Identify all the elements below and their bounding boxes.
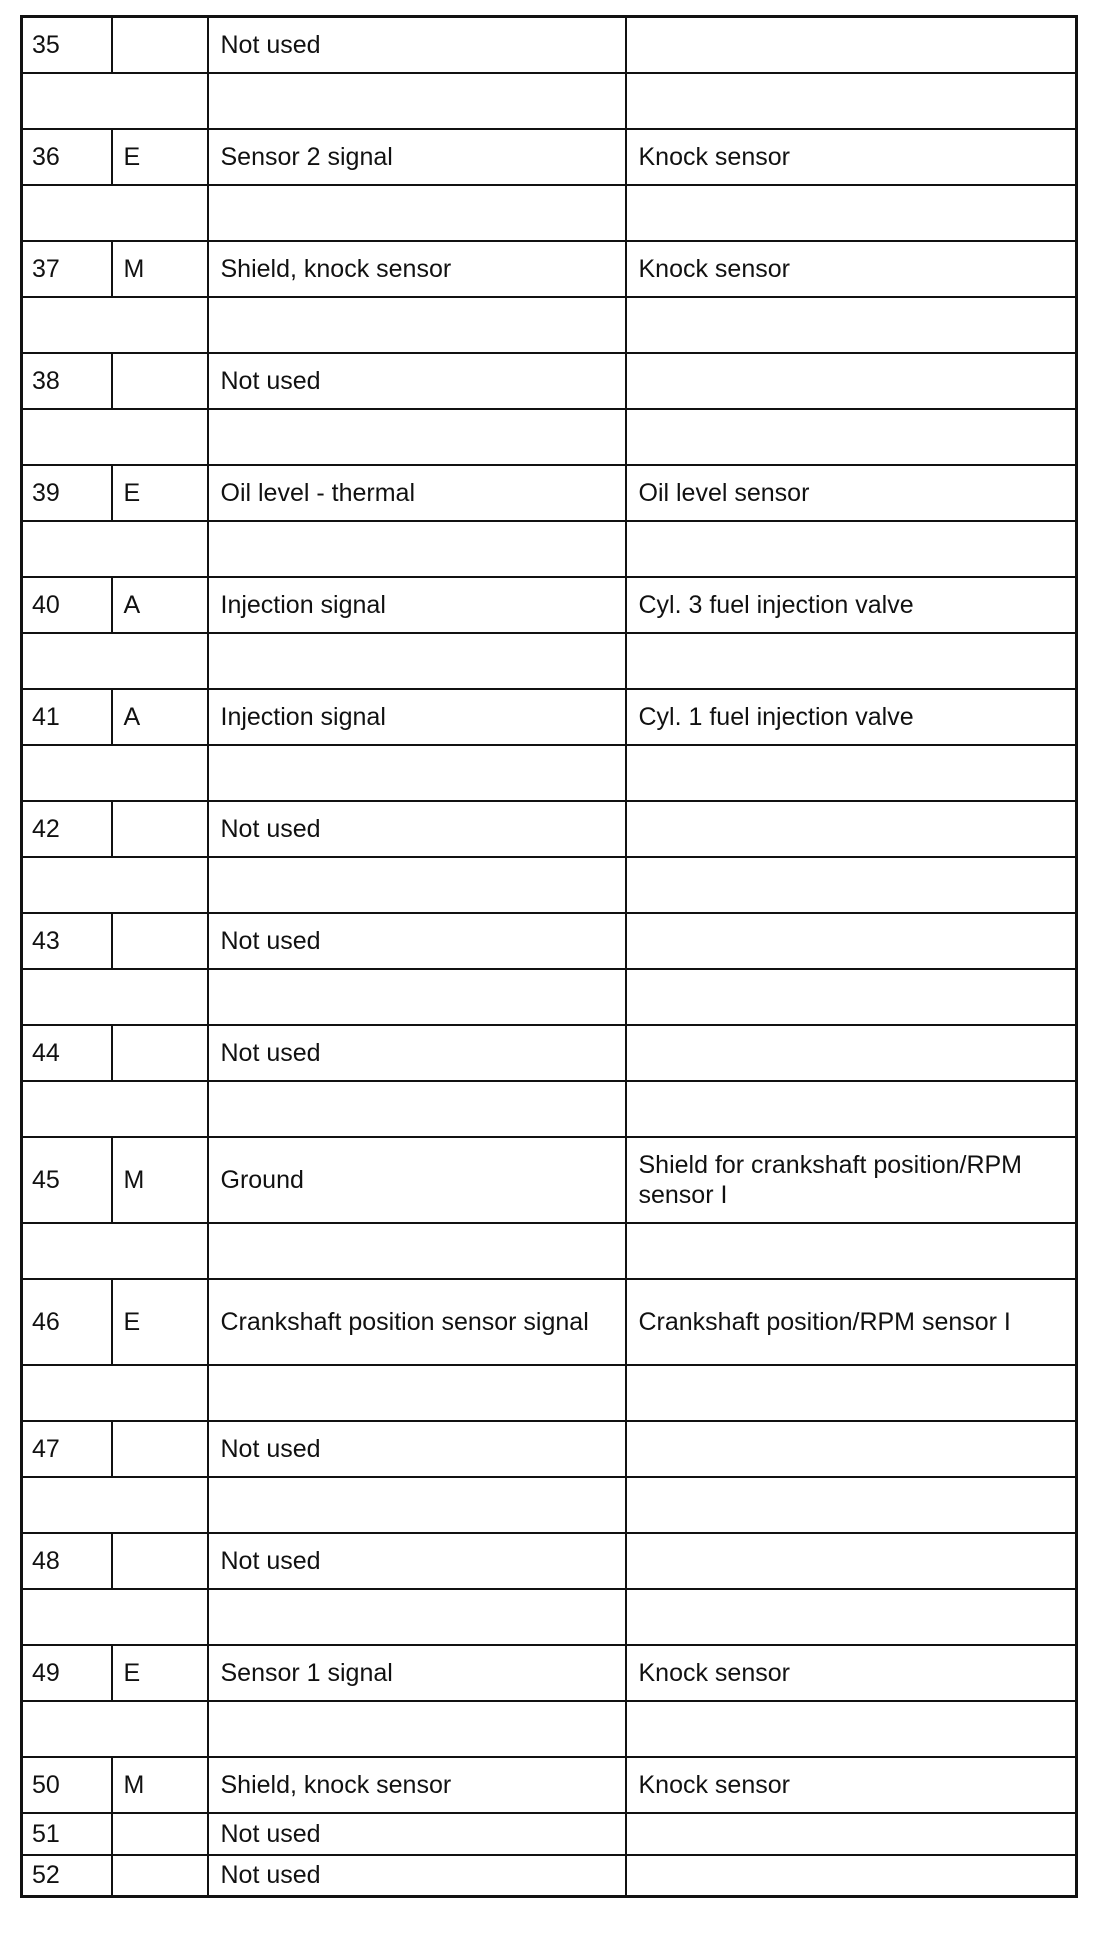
component-cell xyxy=(626,801,1077,857)
pin-number-cell: 45 xyxy=(22,1137,112,1223)
spacer-cell xyxy=(626,1365,1077,1421)
spacer-cell xyxy=(22,1223,208,1279)
component-cell: Oil level sensor xyxy=(626,465,1077,521)
function-cell: Crankshaft position sensor signal xyxy=(208,1279,626,1365)
spacer-cell xyxy=(208,1477,626,1533)
spacer-cell xyxy=(208,745,626,801)
pin-number-cell: 52 xyxy=(22,1855,112,1897)
spacer-cell xyxy=(626,1223,1077,1279)
spacer-cell xyxy=(22,185,208,241)
spacer-cell xyxy=(22,857,208,913)
signal-type-cell: E xyxy=(112,465,208,521)
table-row xyxy=(22,913,1077,969)
component-cell: Cyl. 1 fuel injection valve xyxy=(626,689,1077,745)
spacer-cell xyxy=(626,969,1077,1025)
signal-type-cell xyxy=(112,913,208,969)
table-row xyxy=(22,1855,1077,1897)
spacer-row xyxy=(22,409,1077,465)
function-cell: Oil level - thermal xyxy=(208,465,626,521)
spacer-cell xyxy=(208,633,626,689)
spacer-cell xyxy=(22,73,208,129)
pin-number-cell: 49 xyxy=(22,1645,112,1701)
spacer-cell xyxy=(22,297,208,353)
signal-type-cell: E xyxy=(112,1279,208,1365)
table-row xyxy=(22,1025,1077,1081)
table-row xyxy=(22,1645,1077,1701)
table-row xyxy=(22,577,1077,633)
component-cell xyxy=(626,1025,1077,1081)
pin-number-cell: 41 xyxy=(22,689,112,745)
signal-type-cell xyxy=(112,801,208,857)
spacer-cell xyxy=(22,1081,208,1137)
function-cell: Not used xyxy=(208,1421,626,1477)
spacer-cell xyxy=(208,1365,626,1421)
spacer-row xyxy=(22,1223,1077,1279)
spacer-cell xyxy=(626,409,1077,465)
spacer-cell xyxy=(208,73,626,129)
spacer-row xyxy=(22,1081,1077,1137)
table-row xyxy=(22,465,1077,521)
function-cell: Not used xyxy=(208,353,626,409)
function-cell: Ground xyxy=(208,1137,626,1223)
spacer-cell xyxy=(208,409,626,465)
table-row xyxy=(22,1757,1077,1813)
signal-type-cell: M xyxy=(112,1757,208,1813)
spacer-cell xyxy=(22,409,208,465)
function-cell: Injection signal xyxy=(208,689,626,745)
signal-type-cell: M xyxy=(112,1137,208,1223)
spacer-row xyxy=(22,857,1077,913)
spacer-cell xyxy=(626,521,1077,577)
component-cell xyxy=(626,1855,1077,1897)
pin-assignment-table xyxy=(20,15,1078,1898)
table-row xyxy=(22,353,1077,409)
pin-number-cell: 42 xyxy=(22,801,112,857)
table-row xyxy=(22,801,1077,857)
table-row xyxy=(22,1421,1077,1477)
spacer-cell xyxy=(208,185,626,241)
table-row xyxy=(22,1813,1077,1855)
spacer-cell xyxy=(626,745,1077,801)
spacer-cell xyxy=(208,969,626,1025)
function-cell: Not used xyxy=(208,1533,626,1589)
spacer-cell xyxy=(22,1701,208,1757)
component-cell: Cyl. 3 fuel injection valve xyxy=(626,577,1077,633)
spacer-cell xyxy=(208,1589,626,1645)
component-cell xyxy=(626,17,1077,73)
pin-number-cell: 38 xyxy=(22,353,112,409)
spacer-cell xyxy=(626,857,1077,913)
function-cell: Shield, knock sensor xyxy=(208,241,626,297)
spacer-cell xyxy=(22,1365,208,1421)
signal-type-cell xyxy=(112,1533,208,1589)
function-cell: Sensor 2 signal xyxy=(208,129,626,185)
function-cell: Not used xyxy=(208,1813,626,1855)
table-row xyxy=(22,1137,1077,1223)
pin-number-cell: 40 xyxy=(22,577,112,633)
signal-type-cell xyxy=(112,1421,208,1477)
spacer-cell xyxy=(208,1081,626,1137)
spacer-cell xyxy=(208,521,626,577)
spacer-row xyxy=(22,73,1077,129)
pin-number-cell: 51 xyxy=(22,1813,112,1855)
spacer-cell xyxy=(22,745,208,801)
spacer-cell xyxy=(22,969,208,1025)
signal-type-cell xyxy=(112,1025,208,1081)
table-row xyxy=(22,129,1077,185)
pin-number-cell: 46 xyxy=(22,1279,112,1365)
spacer-cell xyxy=(22,633,208,689)
spacer-row xyxy=(22,1365,1077,1421)
spacer-cell xyxy=(626,1589,1077,1645)
spacer-cell xyxy=(208,1223,626,1279)
component-cell: Knock sensor xyxy=(626,129,1077,185)
function-cell: Shield, knock sensor xyxy=(208,1757,626,1813)
table-row xyxy=(22,1279,1077,1365)
function-cell: Not used xyxy=(208,1855,626,1897)
spacer-cell xyxy=(626,297,1077,353)
spacer-cell xyxy=(626,185,1077,241)
component-cell xyxy=(626,1813,1077,1855)
spacer-row xyxy=(22,633,1077,689)
component-cell xyxy=(626,1421,1077,1477)
function-cell: Injection signal xyxy=(208,577,626,633)
spacer-row xyxy=(22,521,1077,577)
signal-type-cell: M xyxy=(112,241,208,297)
signal-type-cell xyxy=(112,17,208,73)
table-row xyxy=(22,689,1077,745)
spacer-cell xyxy=(22,1477,208,1533)
table-row xyxy=(22,1533,1077,1589)
table-row xyxy=(22,17,1077,73)
signal-type-cell xyxy=(112,1855,208,1897)
spacer-row xyxy=(22,297,1077,353)
spacer-cell xyxy=(208,297,626,353)
signal-type-cell: A xyxy=(112,689,208,745)
component-cell xyxy=(626,913,1077,969)
spacer-row xyxy=(22,1701,1077,1757)
signal-type-cell: A xyxy=(112,577,208,633)
spacer-row xyxy=(22,969,1077,1025)
table-row xyxy=(22,241,1077,297)
component-cell: Knock sensor xyxy=(626,1645,1077,1701)
pin-table-body xyxy=(22,17,1077,1897)
signal-type-cell: E xyxy=(112,1645,208,1701)
pin-number-cell: 39 xyxy=(22,465,112,521)
spacer-cell xyxy=(208,1701,626,1757)
spacer-cell xyxy=(626,1081,1077,1137)
function-cell: Sensor 1 signal xyxy=(208,1645,626,1701)
component-cell: Knock sensor xyxy=(626,1757,1077,1813)
function-cell: Not used xyxy=(208,17,626,73)
spacer-cell xyxy=(626,1701,1077,1757)
pin-number-cell: 37 xyxy=(22,241,112,297)
component-cell: Crankshaft position/RPM sensor I xyxy=(626,1279,1077,1365)
signal-type-cell: E xyxy=(112,129,208,185)
component-cell: Shield for crankshaft position/RPM sensor I xyxy=(626,1137,1077,1223)
function-cell: Not used xyxy=(208,913,626,969)
pin-number-cell: 48 xyxy=(22,1533,112,1589)
signal-type-cell xyxy=(112,1813,208,1855)
pin-number-cell: 35 xyxy=(22,17,112,73)
spacer-row xyxy=(22,745,1077,801)
spacer-row xyxy=(22,185,1077,241)
spacer-cell xyxy=(22,1589,208,1645)
function-cell: Not used xyxy=(208,1025,626,1081)
spacer-cell xyxy=(626,1477,1077,1533)
spacer-cell xyxy=(626,633,1077,689)
component-cell xyxy=(626,353,1077,409)
spacer-cell xyxy=(22,521,208,577)
pin-number-cell: 43 xyxy=(22,913,112,969)
pin-number-cell: 44 xyxy=(22,1025,112,1081)
spacer-cell xyxy=(208,857,626,913)
spacer-cell xyxy=(626,73,1077,129)
signal-type-cell xyxy=(112,353,208,409)
pin-number-cell: 50 xyxy=(22,1757,112,1813)
pin-number-cell: 36 xyxy=(22,129,112,185)
component-cell xyxy=(626,1533,1077,1589)
spacer-row xyxy=(22,1477,1077,1533)
component-cell: Knock sensor xyxy=(626,241,1077,297)
function-cell: Not used xyxy=(208,801,626,857)
pin-number-cell: 47 xyxy=(22,1421,112,1477)
spacer-row xyxy=(22,1589,1077,1645)
